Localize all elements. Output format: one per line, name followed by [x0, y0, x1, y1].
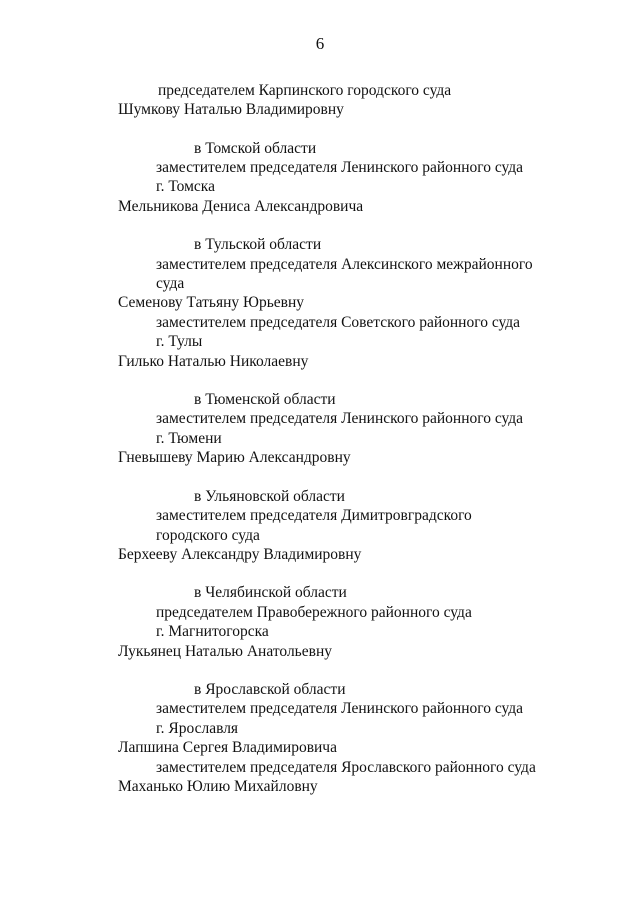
appointment-position-line: заместителем председателя Ленинского районного суда	[156, 410, 524, 427]
appointee-name: Берхееву Александру Владимировну	[118, 546, 362, 563]
appointment-position-line: г. Томска	[156, 178, 215, 195]
appointment-position-line: г. Тулы	[156, 333, 203, 350]
region-heading: в Челябинской области	[194, 584, 347, 601]
appointee-name: Гилько Наталью Николаевну	[118, 353, 309, 370]
appointment-position-line: г. Тюмени	[156, 430, 222, 447]
appointment-position-line: председателем Правобережного районного суда	[156, 604, 472, 621]
region-heading: в Ульяновской области	[194, 488, 345, 505]
region-heading: в Ярославской области	[194, 681, 346, 698]
page-number: 6	[315, 34, 325, 53]
appointment-position-line: председателем Карпинского городского суда	[158, 82, 452, 99]
appointee-name: Лукьянец Наталью Анатольевну	[118, 643, 332, 660]
appointee-name: Мельникова Дениса Александровича	[118, 198, 364, 215]
appointee-name: Лапшина Сергея Владимировича	[118, 739, 337, 756]
appointee-name: Семенову Татьяну Юрьевну	[118, 294, 304, 311]
appointee-name: Гневышеву Марию Александровну	[118, 449, 351, 466]
appointment-position-line: заместителем председателя Ленинского районного суда	[156, 700, 524, 717]
appointment-position-line: заместителем председателя Ярославского районного суда	[156, 759, 536, 776]
appointment-position-line: заместителем председателя Ленинского районного суда	[156, 159, 524, 176]
appointee-name: Шумкову Наталью Владимировну	[118, 101, 344, 118]
region-heading: в Томской области	[194, 140, 317, 157]
region-heading: в Тюменской области	[194, 391, 336, 408]
appointment-position-line: заместителем председателя Советского районного суда	[156, 314, 521, 331]
appointment-position-line: г. Ярославля	[156, 720, 239, 737]
appointment-position-line: городского суда	[156, 527, 260, 544]
appointment-position-line: заместителем председателя Димитровградского	[156, 507, 472, 524]
appointee-name: Маханько Юлию Михайловну	[118, 778, 318, 795]
appointment-position-line: заместителем председателя Алексинского межрайонного	[156, 256, 533, 273]
appointment-position-line: г. Магнитогорска	[156, 623, 269, 640]
region-heading: в Тульской области	[194, 236, 322, 253]
appointment-position-line: суда	[156, 275, 185, 292]
